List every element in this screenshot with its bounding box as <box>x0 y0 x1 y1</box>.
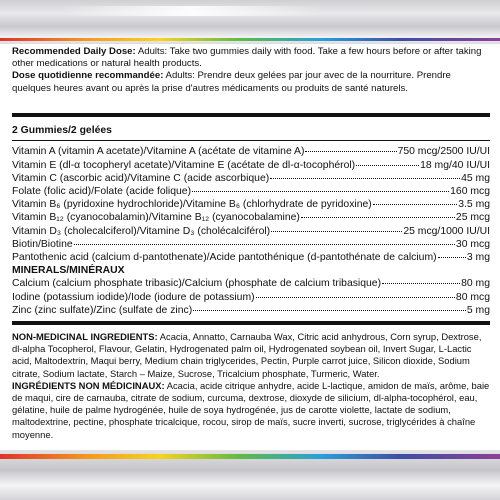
nutrient-label: Folate (folic acid)/Folate (acide folique) <box>12 185 192 197</box>
nutrient-value: 30 mcg <box>455 238 490 250</box>
nutrient-row <box>12 304 490 317</box>
label-content <box>12 46 490 441</box>
nutrient-value: 80 mcg <box>455 291 490 303</box>
nutrient-row <box>12 251 490 264</box>
nutrient-row <box>12 198 490 211</box>
leader-dots <box>74 244 455 245</box>
ingredients-english-label: NON-MEDICINAL INGREDIENTS: <box>12 330 158 342</box>
nutrient-value: 80 mg <box>461 278 490 290</box>
nutrient-label: Vitamin C (ascorbic acid)/Vitamine C (acide ascorbique) <box>12 172 270 184</box>
nutrient-label: Vitamin D₃ (cholecalciferol)/Vitamine D₃ (cholécalciférol) <box>12 225 271 237</box>
nutrient-label: Iodine (potassium iodide)/Iode (iodure de potassium) <box>12 291 255 303</box>
nutrient-row <box>12 159 490 172</box>
serving-size: 2 Gummies/2 gelées <box>12 124 112 136</box>
ingredients-english-text: Acacia, Annatto, Carnauba Wax, Citric acid anhydrous, Corn syrup, Dextrose, dl-alpha Tocopherol, Flavour, Gelatin, Hydrogenated palm oil, Hydrogenated soybean oil, Invert Sugar, L-Lactic acid, Maltodextrin, Maqui berry, Medium chain triglycerides, Pectin, Purple carrot juice, Silicon dioxide, Sodium citrate, Sodium lactate, Starch – Maize, Sucrose, Tricalcium phosphate, Turmeric, Water. <box>12 330 482 379</box>
nutrient-label: Pantothenic acid (calcium d-pantothenate)/Acide pantothénique (d-pantothénate de calcium) <box>12 251 437 263</box>
dose-english-text: Adults: Take two gummies daily with food. Take a few hours before or after taking other medications or natural health products. <box>12 46 482 70</box>
dose-french-text: Adults: Prendre deux gelées par jour avec de la nourriture. Prendre quelques heures avant ou après la prise d'autres médicaments ou produits de santé naturels. <box>12 70 451 94</box>
nutrient-row <box>12 185 490 198</box>
nutrient-row <box>12 211 490 224</box>
ingredients-french <box>12 380 490 441</box>
nutrient-row <box>12 238 490 251</box>
leader-dots <box>382 283 460 284</box>
dose-french-label: Dose quotidienne recommandée: <box>12 70 164 82</box>
nutrient-label: Biotin/Biotine <box>12 238 73 250</box>
ingredients-english <box>12 331 490 380</box>
leader-dots <box>256 297 455 298</box>
nutrient-value: 5 mg <box>466 304 490 316</box>
top-band-sheen <box>60 6 320 16</box>
nutrient-row <box>12 277 490 290</box>
nutrient-label: Vitamin A (vitamin A acetate)/Vitamine A (acétate de vitamine A) <box>12 146 305 158</box>
nutrient-label: Zinc (zinc sulfate)/Zinc (sulfate de zinc) <box>12 304 193 316</box>
leader-dots <box>301 217 455 218</box>
leader-dots <box>305 151 396 152</box>
nutrient-value: 160 mcg <box>450 185 490 197</box>
top-rainbow-stripe <box>0 38 500 41</box>
nutrient-value: 3 mg <box>466 251 490 263</box>
ingredients-french-text: Acacia, acide citrique anhydre, acide L-lactique, amidon de maïs, arôme, baie de maqui, cire de carnauba, citrate de sodium, curcuma, dextrose, dioxyde de silicium, dl-alpha-tocophérol, eau, gélatine, huile de palme hydrogénée, huile de soya hydrogénée, jus de carotte violette, lactate de sodium, maltodextrine, pectine, phosphate tricalcique, rocou, sirop de maïs, sucre inverti, sucrose, triglycérides à chaîne moyenne. <box>12 379 490 440</box>
leader-dots <box>356 165 419 166</box>
nutrient-label: Calcium (calcium phosphate tribasic)/Calcium (phosphate de calcium tribasique) <box>12 278 382 290</box>
nutrient-value: 3.5 mg <box>458 199 490 211</box>
nutrient-value: 25 mcg/1000 IU/UI <box>403 225 490 237</box>
leader-dots <box>192 191 449 192</box>
serving-rule <box>12 140 490 142</box>
nutrient-value: 750 mcg/2500 IU/UI <box>397 146 490 158</box>
nutrient-label: Vitamin B₆ (pyridoxine hydrochloride)/Vitamine B₆ (chlorhydrate de pyridoxine) <box>12 199 372 211</box>
leader-dots <box>271 231 402 232</box>
leader-dots <box>270 178 460 179</box>
nutrient-value: 25 mcg <box>455 212 490 224</box>
bottom-decorative-band <box>0 450 500 500</box>
dose-french <box>12 70 490 94</box>
top-decorative-band <box>0 0 500 44</box>
dose-english <box>12 46 490 70</box>
bottom-rainbow-stripe <box>0 454 500 459</box>
nutrient-value: 45 mg <box>461 172 490 184</box>
nutrient-label: Vitamin B₁₂ (cyanocobalamin)/Vitamine B₁₂ (cyanocobalamine) <box>12 212 300 224</box>
nutrient-row <box>12 145 490 158</box>
nutrient-row <box>12 172 490 185</box>
minerals-heading: MINERALS/MINÉRAUX <box>12 265 125 277</box>
nutrient-row <box>12 225 490 238</box>
facts-top-rule <box>12 113 490 117</box>
mineral-table <box>12 277 490 317</box>
leader-dots <box>193 310 466 311</box>
nutrient-label: Vitamin E (dl-α tocopheryl acetate)/Vitamine E (acétate de dl-α-tocophérol) <box>12 159 356 171</box>
leader-dots <box>438 257 466 258</box>
leader-dots <box>373 204 458 205</box>
vitamin-table <box>12 145 490 264</box>
nutrient-row <box>12 291 490 304</box>
dose-english-label: Recommended Daily Dose: <box>12 46 136 57</box>
ingredients-french-label: INGRÉDIENTS NON MÉDICINAUX: <box>12 379 165 391</box>
facts-bottom-rule <box>12 321 490 325</box>
nutrient-value: 18 mg/40 IU/UI <box>420 159 490 171</box>
